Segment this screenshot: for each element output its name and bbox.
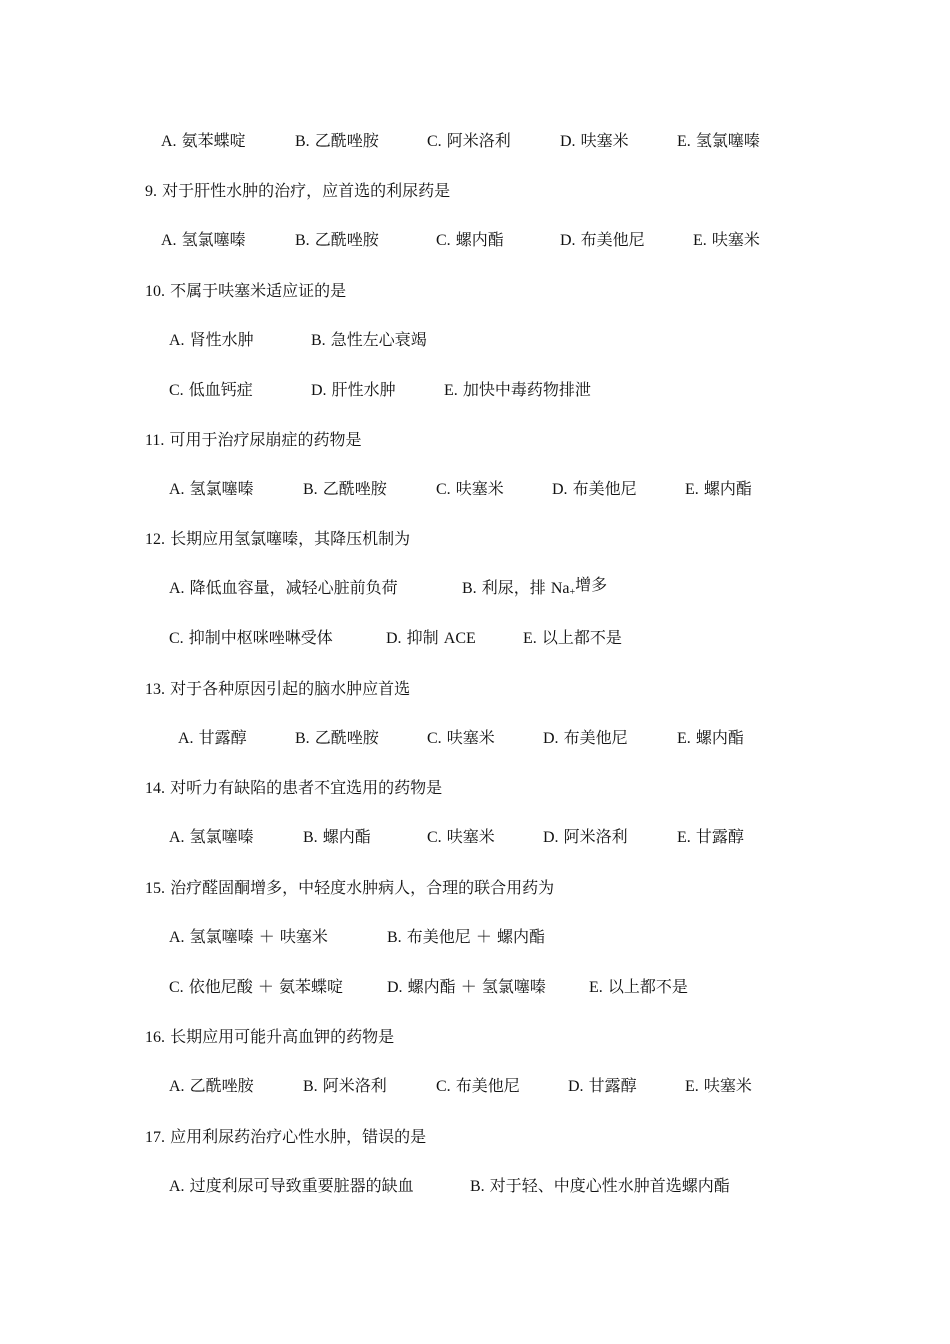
q9-option-e: E. 呋塞米 — [693, 230, 760, 249]
q10-option-e: E. 加快中毒药物排泄 — [444, 380, 591, 399]
q13-option-a: A. 甘露醇 — [178, 728, 247, 747]
q12-stem — [145, 529, 410, 549]
q15-option-a: A. 氢氯噻嗪 ＋ 呋塞米 — [169, 927, 328, 946]
q14-option-c: C. 呋塞米 — [427, 827, 495, 846]
q10-number: 10. — [145, 283, 165, 300]
q12-option-e: E. 以上都不是 — [523, 628, 622, 647]
q16-option-b: B. 阿米洛利 — [303, 1076, 387, 1095]
q9-option-d: D. 布美他尼 — [560, 230, 645, 249]
q15-stem — [145, 878, 554, 898]
q12-text: 长期应用氢氯噻嗪，其降压机制为 — [170, 529, 411, 548]
q14-option-b: B. 螺内酯 — [303, 827, 371, 846]
q15-option-c: C. 依他尼酸 ＋ 氨苯蝶啶 — [169, 977, 343, 996]
q16-number: 16. — [145, 1029, 165, 1046]
q8-option-b: B. 乙酰唑胺 — [295, 131, 379, 150]
q9-option-c: C. 螺内酯 — [436, 230, 504, 249]
q17-option-b: B. 对于轻、中度心性水肿首选螺内酯 — [470, 1176, 730, 1195]
q15-option-d: D. 螺内酯 ＋ 氢氯噻嗪 — [387, 977, 546, 996]
q8-option-d: D. 呋塞米 — [560, 131, 629, 150]
q10-text: 不属于呋塞米适应证的是 — [170, 281, 347, 300]
q17-option-a: A. 过度利尿可导致重要脏器的缺血 — [169, 1176, 414, 1195]
q13-stem — [145, 679, 410, 699]
q8-option-c: C. 阿米洛利 — [427, 131, 511, 150]
q13-option-b: B. 乙酰唑胺 — [295, 728, 379, 747]
q11-option-e: E. 螺内酯 — [685, 479, 752, 498]
q15-number: 15. — [145, 880, 165, 897]
q16-text: 长期应用可能升高血钾的药物是 — [170, 1027, 395, 1046]
q16-option-e: E. 呋塞米 — [685, 1076, 752, 1095]
q17-number: 17. — [145, 1129, 165, 1146]
q13-option-c: C. 呋塞米 — [427, 728, 495, 747]
q10-option-d: D. 肝性水肿 — [311, 380, 396, 399]
q14-option-a: A. 氢氯噻嗪 — [169, 827, 254, 846]
q11-option-a: A. 氢氯噻嗪 — [169, 479, 254, 498]
q10-option-c: C. 低血钙症 — [169, 380, 253, 399]
q12-option-a: A. 降低血容量，减轻心脏前负荷 — [169, 578, 398, 597]
q12-option-c: C. 抑制中枢咪唑啉受体 — [169, 628, 333, 647]
q11-number: 11. — [145, 432, 165, 449]
q14-option-d: D. 阿米洛利 — [543, 827, 628, 846]
q16-option-c: C. 布美他尼 — [436, 1076, 520, 1095]
q9-text: 对于肝性水肿的治疗，应首选的利尿药是 — [162, 181, 451, 200]
q16-stem — [145, 1027, 394, 1047]
q12-option-d: D. 抑制 ACE — [386, 628, 476, 647]
q13-option-d: D. 布美他尼 — [543, 728, 628, 747]
q11-option-b: B. 乙酰唑胺 — [303, 479, 387, 498]
q17-stem — [145, 1127, 426, 1147]
q15-option-b: B. 布美他尼 ＋ 螺内酯 — [387, 927, 545, 946]
q14-number: 14. — [145, 780, 165, 797]
q14-option-e: E. 甘露醇 — [677, 827, 744, 846]
q12-option-b: B. 利尿，排 Na+增多 — [462, 575, 608, 598]
q9-option-b: B. 乙酰唑胺 — [295, 230, 379, 249]
q15-option-e: E. 以上都不是 — [589, 977, 688, 996]
q11-text: 可用于治疗尿崩症的药物是 — [169, 430, 362, 449]
q17-text: 应用利尿药治疗心性水肿，错误的是 — [170, 1127, 427, 1146]
q9-number: 9. — [145, 183, 157, 200]
q11-option-d: D. 布美他尼 — [552, 479, 637, 498]
q10-option-b: B. 急性左心衰竭 — [311, 330, 427, 349]
q16-option-a: A. 乙酰唑胺 — [169, 1076, 254, 1095]
q8-option-a: A. 氨苯蝶啶 — [161, 131, 246, 150]
q11-stem — [145, 430, 362, 450]
q13-option-e: E. 螺内酯 — [677, 728, 744, 747]
q10-option-a: A. 肾性水肿 — [169, 330, 254, 349]
q9-stem — [145, 181, 450, 201]
q16-option-d: D. 甘露醇 — [568, 1076, 637, 1095]
q14-stem — [145, 778, 442, 798]
q15-text: 治疗醛固酮增多，中轻度水肿病人，合理的联合用药为 — [170, 878, 555, 897]
q10-stem — [145, 281, 346, 301]
q12-number: 12. — [145, 531, 165, 548]
q8-option-e: E. 氢氯噻嗪 — [677, 131, 760, 150]
q9-option-a: A. 氢氯噻嗪 — [161, 230, 246, 249]
q14-text: 对听力有缺陷的患者不宜选用的药物是 — [170, 778, 443, 797]
q11-option-c: C. 呋塞米 — [436, 479, 504, 498]
q13-number: 13. — [145, 681, 165, 698]
q13-text: 对于各种原因引起的脑水肿应首选 — [170, 679, 411, 698]
